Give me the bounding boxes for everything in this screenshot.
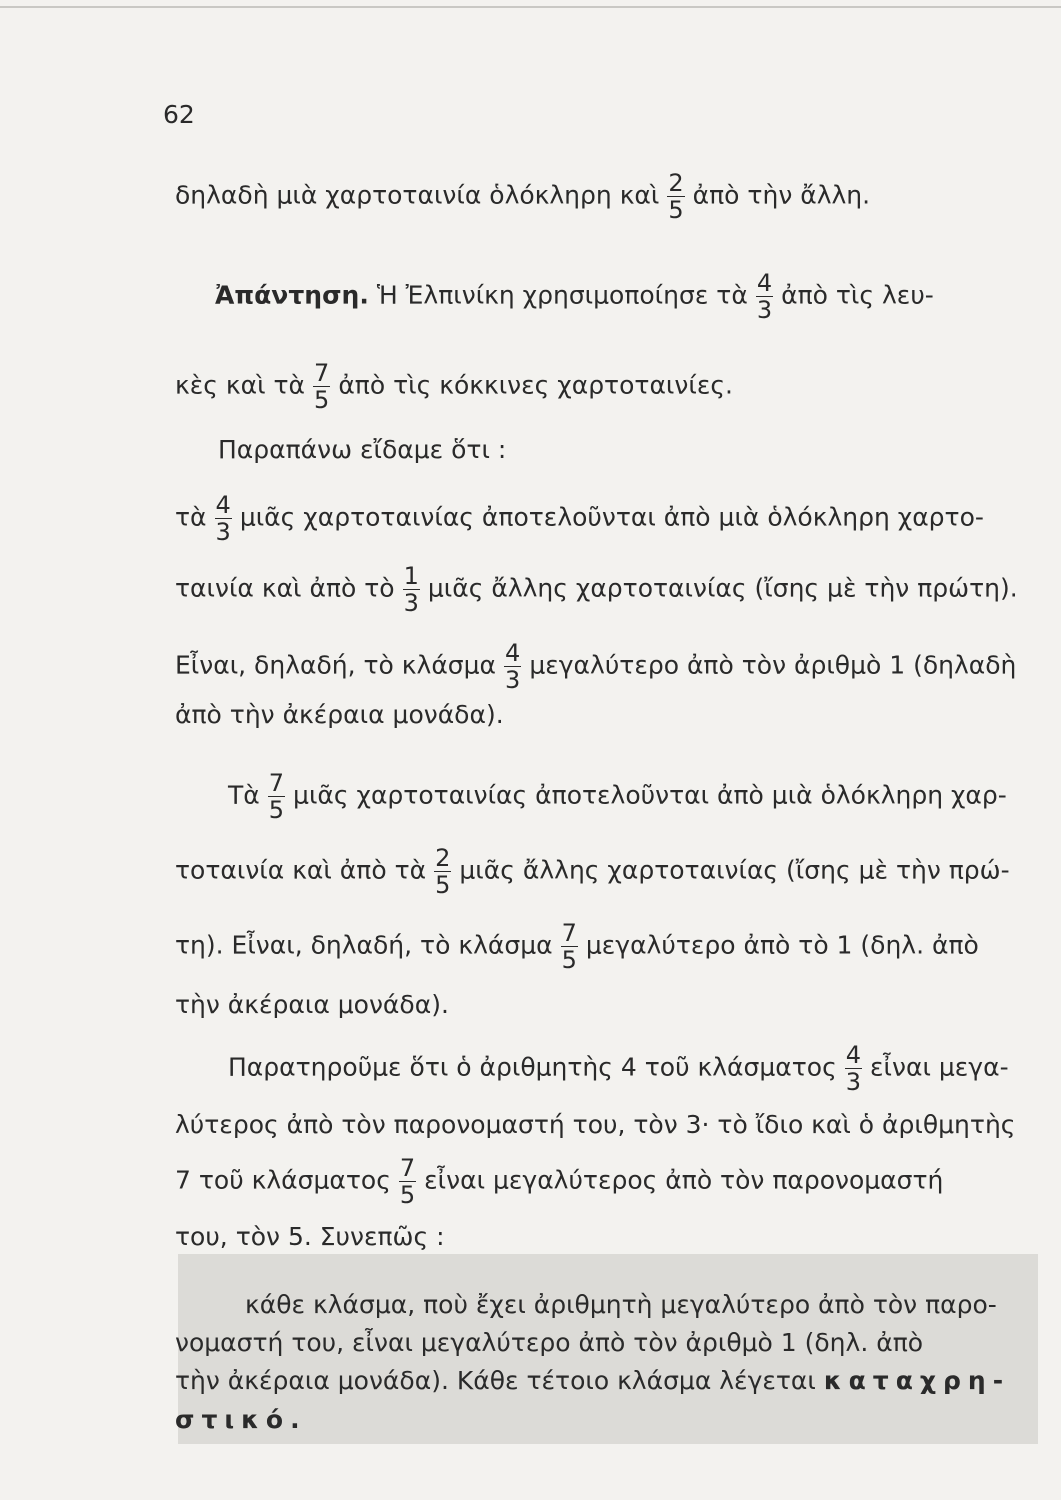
text-line-5: τὰ $\frac{4}{3}$ μιᾶς χαρτοταινίας ἀποτελοῦνται ἀπὸ μιὰ ὁλόκληρη χαρτο- — [175, 491, 984, 546]
text-line-16: του, τὸν 5. Συνεπῶς : — [175, 1222, 445, 1251]
fraction: $\frac{7}{5}$ — [399, 1154, 416, 1209]
text-line-13: Παρατηροῦμε ὅτι ὁ ἀριθμητὴς 4 τοῦ κλάσματος $\frac{4}{3}$ εἶναι μεγα- — [228, 1041, 1009, 1096]
text-line-4: Παραπάνω εἴδαμε ὅτι : — [218, 435, 507, 464]
page-edge — [0, 6, 1061, 8]
text-line-14: λύτερος ἀπὸ τὸν παρονομαστή του, τὸν 3· τὸ ἴδιο καὶ ὁ ἀριθμητὴς — [175, 1110, 1016, 1139]
text-line-6: ταινία καὶ ἀπὸ τὸ $\frac{1}{3}$ μιᾶς ἄλλης χαρτοταινίας (ἴσης μὲ τὴν πρώτη). — [175, 562, 1018, 617]
text-line-7: Εἶναι, δηλαδή, τὸ κλάσμα $\frac{4}{3}$ μεγαλύτερο ἀπὸ τὸν ἀριθμὸ 1 (δηλαδὴ — [175, 639, 1017, 694]
rule-line-3: τὴν ἀκέραια μονάδα). Κάθε τέτοιο κλάσμα λέγεται καταχρη- — [175, 1366, 1011, 1395]
text-line-10: τοταινία καὶ ἀπὸ τὰ $\frac{2}{5}$ μιᾶς ἄλλης χαρτοταινίας (ἴσης μὲ τὴν πρώ- — [175, 844, 1010, 899]
rule-line-2: νομαστή του, εἶναι μεγαλύτερο ἀπὸ τὸν ἀριθμὸ 1 (δηλ. ἀπὸ — [175, 1328, 924, 1357]
text-line-3: κὲς καὶ τὰ $\frac{7}{5}$ ἀπὸ τὶς κόκκινες χαρτοταινίες. — [175, 359, 733, 414]
fraction: $\frac{7}{5}$ — [561, 919, 577, 974]
fraction: $\frac{4}{3}$ — [215, 491, 231, 546]
answer-label: Ἀπάντηση. — [215, 280, 369, 310]
fraction: $\frac{7}{5}$ — [268, 769, 285, 824]
text-line-2: Ἀπάντηση. Ἡ Ἐλπινίκη χρησιμοποίησε τὰ $\frac{4}{3}$ ἀπὸ τὶς λευ- — [215, 269, 934, 324]
fraction: $\frac{2}{5}$ — [668, 169, 684, 224]
term-improper: καταχρη- — [823, 1366, 1011, 1395]
rule-line-4: στικό. — [175, 1405, 307, 1434]
text-line-8: ἀπὸ τὴν ἀκέραια μονάδα). — [175, 700, 504, 729]
rule-line-1: κάθε κλάσμα, ποὺ ἔχει ἀριθμητὴ μεγαλύτερο ἀπὸ τὸν παρο- — [245, 1290, 997, 1319]
page-number: 62 — [163, 100, 195, 129]
text-line-15: 7 τοῦ κλάσματος $\frac{7}{5}$ εἶναι μεγαλύτερος ἀπὸ τὸν παρονομαστή — [175, 1154, 944, 1209]
fraction: $\frac{4}{3}$ — [756, 269, 773, 324]
text-line-9: Τὰ $\frac{7}{5}$ μιᾶς χαρτοταινίας ἀποτελοῦνται ἀπὸ μιὰ ὁλόκληρη χαρ- — [228, 769, 1007, 824]
text-line-12: τὴν ἀκέραια μονάδα). — [175, 990, 449, 1019]
fraction: $\frac{2}{5}$ — [435, 844, 451, 899]
text-line-1: δηλαδὴ μιὰ χαρτοταινία ὁλόκληρη καὶ $\frac{2}{5}$ ἀπὸ τὴν ἄλλη. — [175, 169, 871, 224]
fraction: $\frac{4}{3}$ — [845, 1041, 862, 1096]
fraction: $\frac{1}{3}$ — [403, 562, 419, 617]
fraction: $\frac{7}{5}$ — [314, 359, 330, 414]
fraction: $\frac{4}{3}$ — [505, 639, 521, 694]
text-line-11: τη). Εἶναι, δηλαδή, τὸ κλάσμα $\frac{7}{5}$ μεγαλύτερο ἀπὸ τὸ 1 (δηλ. ἀπὸ — [175, 919, 979, 974]
